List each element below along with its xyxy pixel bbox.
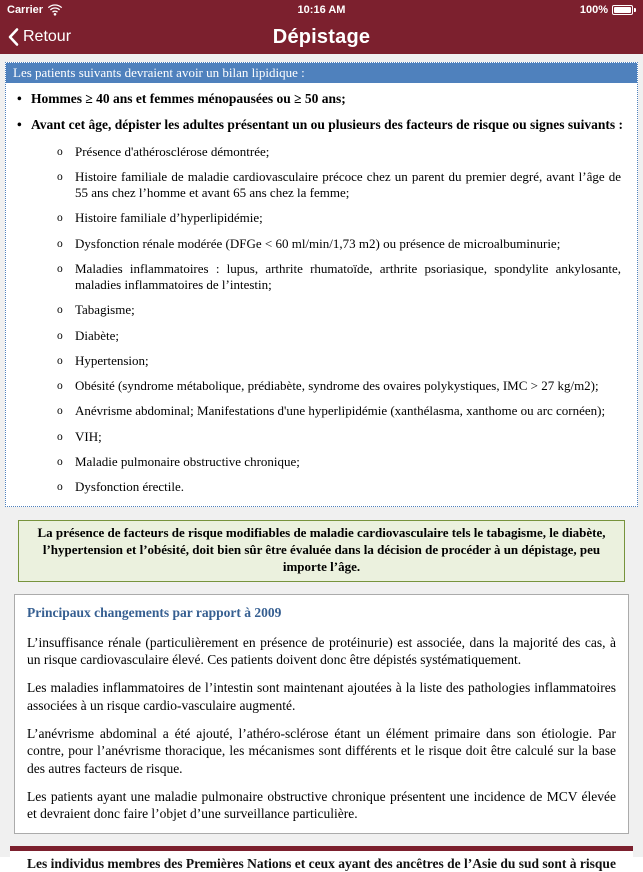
screening-bullet-text: Avant cet âge, dépister les adultes présentant un ou plusieurs des facteurs de risque ou signes suivants : xyxy=(31,117,624,133)
risk-factor-list xyxy=(31,144,627,496)
battery-icon xyxy=(612,5,636,15)
risk-factor-text: Hypertension; xyxy=(75,352,149,368)
screening-bullet xyxy=(16,116,627,495)
bullet-circle-icon: o xyxy=(57,304,63,317)
bullet-circle-icon: o xyxy=(57,354,63,367)
changes-paragraph: L’anévrisme abdominal a été ajouté, l’athéro-sclérose étant un élément primaire dans son étiologie. Par contre, pour l’anévrisme thoracique, les mécanismes sont différents et le risque doit être calculé sur la base des autres facteurs de risque. xyxy=(27,726,616,776)
risk-factor-text: Dysfonction rénale modérée (DFGe < 60 ml/min/1,73 m2) ou présence de microalbuminurie; xyxy=(75,235,561,251)
risk-factor-text: Obésité (syndrome métabolique, prédiabète, syndrome des ovaires polykystiques, IMC > 27 kg/m2); xyxy=(75,378,599,394)
bullet-disc-icon: • xyxy=(17,117,22,133)
risk-factor-text: Histoire familiale d’hyperlipidémie; xyxy=(75,210,263,226)
screening-bullet-text: Hommes ≥ 40 ans et femmes ménopausées ou ≥ 50 ans; xyxy=(31,91,346,106)
risk-factor-text: Présence d'athérosclérose démontrée; xyxy=(75,143,270,159)
risk-factor-text: Dysfonction érectile. xyxy=(75,479,185,495)
risk-factor-item xyxy=(55,429,621,445)
risk-factor-text: Tabagisme; xyxy=(75,302,135,318)
risk-factor-item xyxy=(55,328,621,344)
risk-factor-item xyxy=(55,261,621,294)
changes-section xyxy=(14,594,629,834)
changes-paragraph: Les maladies inflammatoires de l’intestin sont maintenant ajoutées à la liste des pathologies inflammatoires associées à un risque cardio-vasculaire augmenté. xyxy=(27,680,616,713)
risk-factor-item xyxy=(55,479,621,495)
risk-factor-item xyxy=(55,378,621,394)
bullet-circle-icon: o xyxy=(57,430,63,443)
risk-factor-text: Maladie pulmonaire obstructive chronique; xyxy=(75,453,300,469)
risk-factor-item xyxy=(55,144,621,160)
risk-factor-item xyxy=(55,454,621,470)
screening-header: Les patients suivants devraient avoir un bilan lipidique : xyxy=(6,63,637,83)
bullet-circle-icon: o xyxy=(57,405,63,418)
page-title: Dépistage xyxy=(272,25,371,48)
back-label: Retour xyxy=(23,28,72,45)
bullet-circle-icon: o xyxy=(57,481,63,494)
app-header xyxy=(0,0,643,54)
risk-factor-text: VIH; xyxy=(75,428,102,444)
changes-paragraphs xyxy=(27,634,616,822)
carrier-label: Carrier xyxy=(7,4,44,16)
bullet-circle-icon: o xyxy=(57,145,63,158)
status-bar xyxy=(0,0,643,20)
nav-bar xyxy=(0,20,643,54)
risk-factor-item xyxy=(55,236,621,252)
back-button[interactable] xyxy=(8,20,71,54)
bullet-circle-icon: o xyxy=(57,262,63,275)
risk-factor-text: Anévrisme abdominal; Manifestations d'une hyperlipidémie (xanthélasma, xanthome ou arc cornéen); xyxy=(75,403,606,419)
risk-factor-item xyxy=(55,169,621,202)
bullet-circle-icon: o xyxy=(57,380,63,393)
bullet-circle-icon: o xyxy=(57,237,63,250)
risk-factor-item xyxy=(55,210,621,226)
modifiable-risk-note: La présence de facteurs de risque modifiables de maladie cardiovasculaire tels le tabagisme, le diabète, l’hypertension et l’obésité, doit bien sûr être évaluée dans la décision de procéder à un dépistage, peu importe l’âge. xyxy=(18,520,625,582)
bullet-disc-icon: • xyxy=(17,91,22,106)
back-chevron-icon xyxy=(8,28,19,46)
bullet-circle-icon: o xyxy=(57,212,63,225)
risk-factor-text: Maladies inflammatoires : lupus, arthrite rhumatoïde, arthrite psoriasique, spondylite ankylosante, maladies inflammatoires de l’intestin; xyxy=(75,260,621,293)
wifi-icon xyxy=(47,5,63,16)
battery-percent: 100% xyxy=(579,4,608,16)
risk-factor-item xyxy=(55,403,621,419)
risk-factor-item xyxy=(55,353,621,369)
changes-heading: Principaux changements par rapport à 2009 xyxy=(27,604,282,620)
screening-list xyxy=(6,83,637,506)
risk-factor-text: Diabète; xyxy=(75,327,120,343)
first-nations-note: Les individus membres des Premières Nations et ceux ayant des ancêtres de l’Asie du sud sont à risque xyxy=(10,846,633,872)
content xyxy=(0,54,643,872)
clock: 10:16 AM xyxy=(297,4,346,16)
risk-factor-text: Histoire familiale de maladie cardiovasculaire précoce chez un parent du premier degré, avant l’âge de 55 ans chez l’homme et avant 65 ans chez la femme; xyxy=(75,168,621,201)
bullet-circle-icon: o xyxy=(57,455,63,468)
screening-bullet xyxy=(16,90,627,107)
bullet-circle-icon: o xyxy=(57,329,63,342)
changes-paragraph: L’insuffisance rénale (particulièrement en présence de protéinurie) est associée, dans la majorité des cas, à un risque cardiovasculaire élevé. Ces patients doivent donc être dépistés systématiquement. xyxy=(27,634,616,668)
changes-paragraph: Les patients ayant une maladie pulmonaire obstructive chronique présentent une incidence de MCV élevée et devraient donc faire l’objet d’une surveillance particulière. xyxy=(27,788,616,822)
screening-section xyxy=(5,62,638,507)
risk-factor-item xyxy=(55,302,621,318)
bullet-circle-icon: o xyxy=(57,170,63,183)
